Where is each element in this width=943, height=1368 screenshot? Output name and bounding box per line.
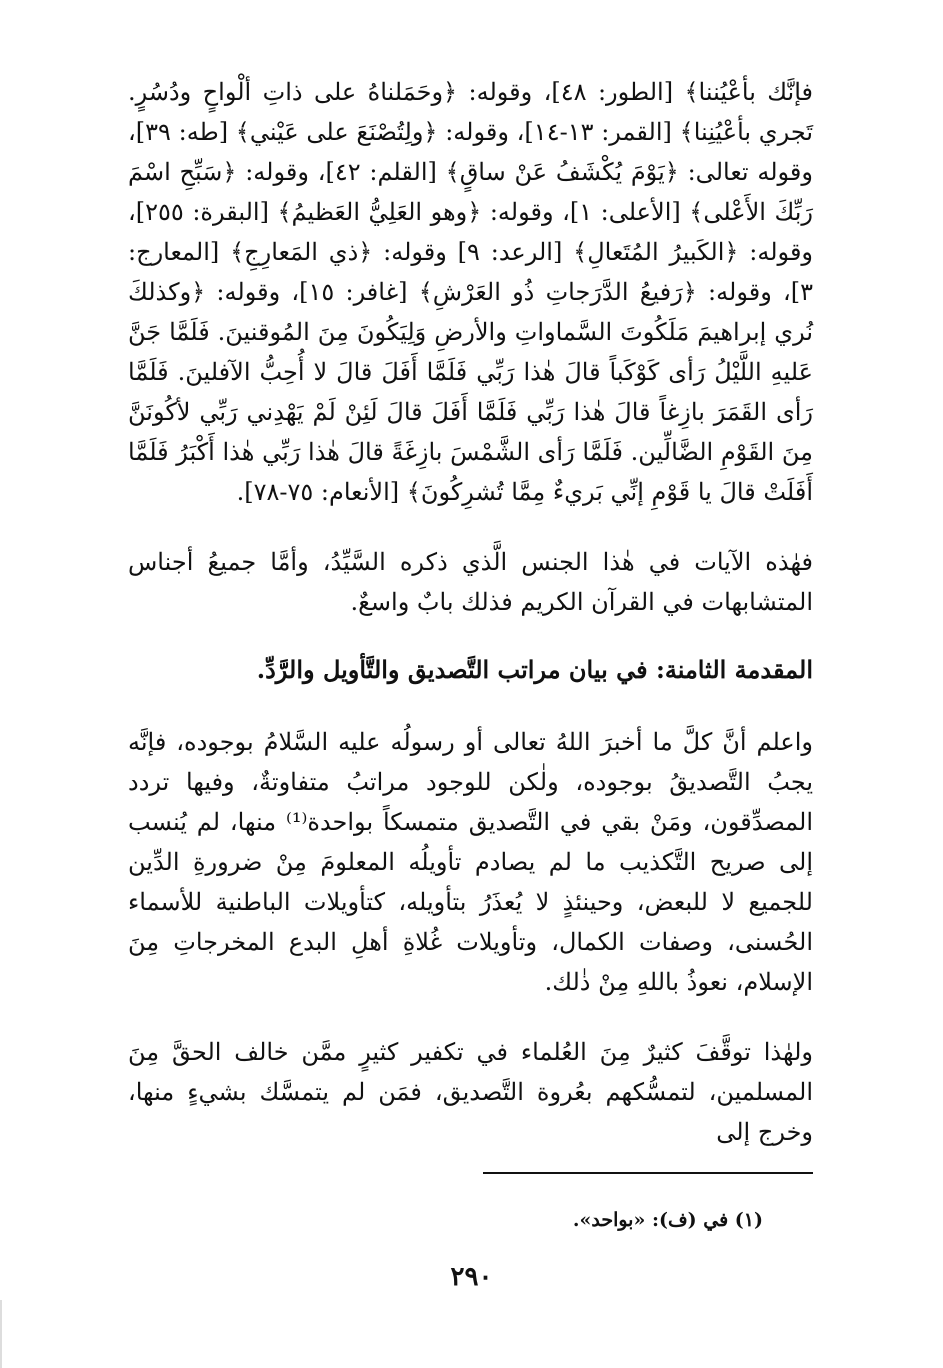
footnote-divider bbox=[483, 1172, 813, 1174]
body-paragraph-4: ولهٰذا توقَّفَ كثيرٌ مِنَ العُلماء في تكفير كثيرٍ ممَّن خالف الحقَّ مِنَ المسلمين، لتمسُّكهم بعُروة التَّصديق، فمَن لم يتمسَّك بشيءٍ منها، وخرج إلى bbox=[128, 1038, 813, 1146]
body-paragraph-1: فإنَّك بأعْيُننا﴾ [الطور: ٤٨]، وقوله: ﴿وحَمَلناهُ على ذاتِ ألْواحٍ ودُسُرٍ. تَجري بأعْيُنِنا﴾ [القمر: ١٣-١٤]، وقوله: ﴿ولِتُصْنَعَ على عَيْني﴾ [طه: ٣٩]، وقوله تعالى: ﴿يَوْمَ يُكْشَفُ عَنْ ساقٍ﴾ [القلم: ٤٢]، وقوله: ﴿سَبِّحِ اسْمَ رَبِّكَ الأَعْلى﴾ [الأعلى: ١]، وقوله: ﴿وهو العَلِيُّ العَظيمُ﴾ [البقرة: ٢٥٥]، وقوله: ﴿الكَبيرُ المُتَعالِ﴾ [الرعد: ٩] وقوله: ﴿ذي المَعارِجِ﴾ [المعارج: ٣]، وقوله: ﴿رَفيعُ الدَّرَجاتِ ذُو العَرْشِ﴾ [غافر: ١٥]، وقوله: ﴿وكذلكَ نُري إبراهيمَ مَلَكُوتَ السَّماواتِ والأرضِ وَلِيَكُونَ مِنَ المُوقنينَ. فَلَمَّا جَنَّ عَليهِ اللَّيْلُ رَأى كَوْكَباً قالَ هٰذا رَبِّي فَلَمَّا أَفَلَ قالَ لا أُحِبُّ الآفلينَ. فَلَمَّا رَأى القَمَرَ بازِغاً قالَ هٰذا رَبِّي فَلَمَّا أَفَلَ قالَ لَئِنْ لَمْ يَهْدِني رَبِّي لأكُونَنَّ مِنَ القَوْمِ الضَّالِّين. فَلَمَّا رَأى الشَّمْسَ بازِغَةً قالَ هٰذا رَبِّي هٰذا أَكْبَرُ فَلَمَّا أَفَلَتْ قالَ يا قَوْمِ إنِّي بَريءٌ مِمَّا تُشرِكُونَ﴾ [الأنعام: ٧٥-٧٨]. bbox=[128, 78, 814, 506]
body-paragraph-3: واعلم أنَّ كلَّ ما أخبرَ اللهُ تعالى أو رسولُه عليه السَّلامُ بوجوده، فإنَّه يجبُ التَّصديقُ بوجوده، ولٰكن للوجود مراتبُ متفاوتةٌ، وفيها تردد المصدِّقون، ومَنْ بقي في التَّصديق متمسكاً بواحدة⁽¹⁾ منها، لم يُنسب إلى صريح التَّكذيب ما لم يصادم تأويلُه المعلومَ مِنْ ضرورةِ الدِّين للجميع لا للبعض، وحينئذٍ لا يُعذَرُ بتأويله، كتأويلات الباطنية للأسماء الحُسنى، وصفات الكمال، وتأويلات غُلاةِ أهلِ البدع المخرجاتِ مِنَ الإسلام، نعوذُ باللهِ مِنْ ذٰلك. bbox=[128, 728, 813, 996]
footnote: (١) في (ف): «بواحد». bbox=[572, 1209, 763, 1231]
section-heading: المقدمة الثامنة: في بيان مراتب التَّصديق والتَّأويل والرَّدِّ. bbox=[256, 655, 813, 684]
scan-edge-mark bbox=[0, 1300, 2, 1368]
page-number: ٢٩٠ bbox=[450, 1262, 493, 1292]
body-paragraph-2: فهٰذه الآيات في هٰذا الجنس الَّذي ذكره السَّيِّدُ، وأمَّا جميعُ أجناس المتشابهات في القرآن الكريم فذلك بابٌ واسعٌ. bbox=[128, 548, 813, 616]
